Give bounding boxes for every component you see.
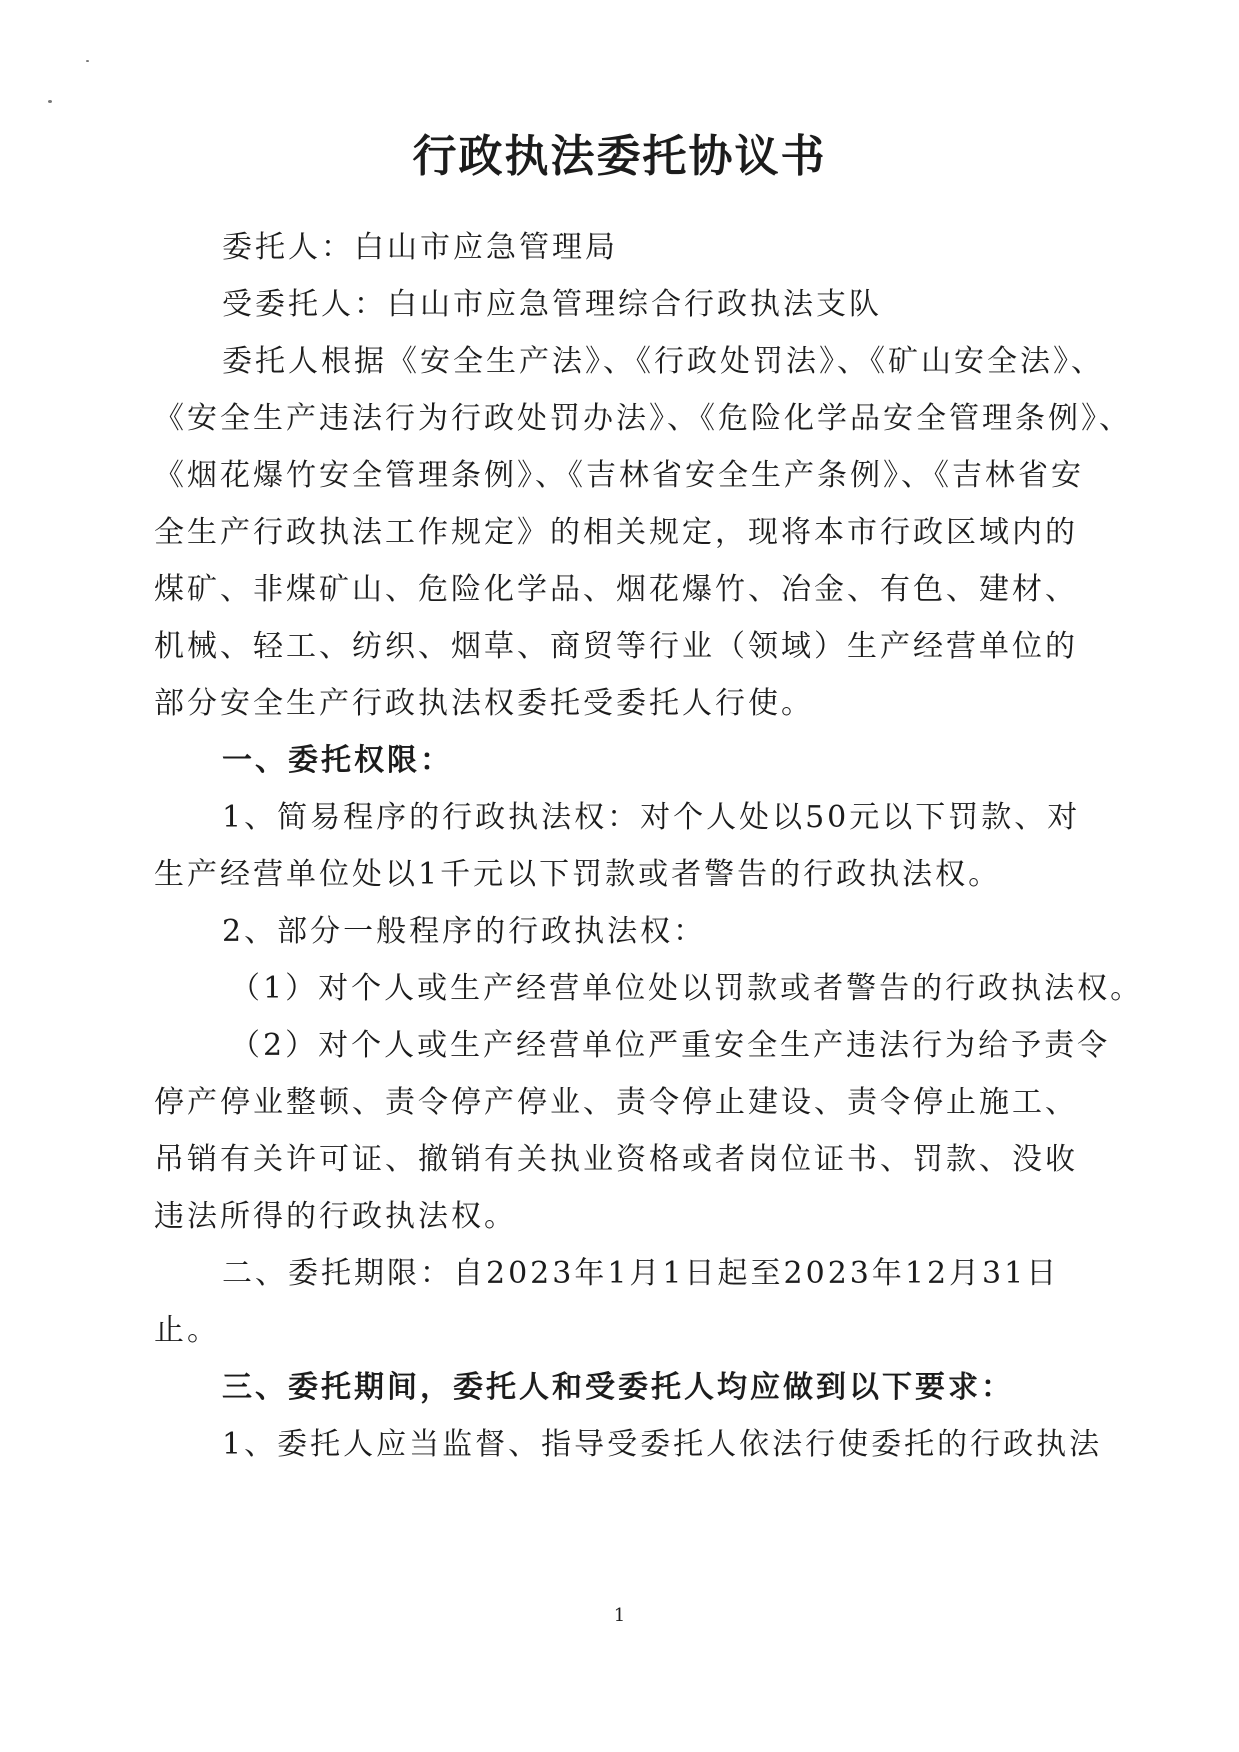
paragraph-line: 全生产行政执法工作规定》的相关规定，现将本市行政区域内的 [154, 515, 1078, 550]
paragraph-line: 煤矿、非煤矿山、危险化学品、烟花爆竹、冶金、有色、建材、 [154, 572, 1078, 607]
scan-speck [48, 100, 52, 103]
paragraph-line: 违法所得的行政执法权。 [154, 1199, 517, 1234]
paragraph-line: （2）对个人或生产经营单位严重安全生产违法行为给予责令 [230, 1028, 1111, 1063]
line-principal: 委托人：白山市应急管理局 [222, 230, 618, 265]
paragraph-line: 委托人根据《安全生产法》、《行政处罚法》、《矿山安全法》、 [222, 344, 1104, 379]
section-heading: 三、委托期间，委托人和受委托人均应做到以下要求： [222, 1370, 1014, 1405]
section-heading: 一、委托权限： [222, 743, 453, 778]
paragraph-line: （1）对个人或生产经营单位处以罚款或者警告的行政执法权。 [230, 971, 1144, 1006]
paragraph-line: 生产经营单位处以1千元以下罚款或者警告的行政执法权。 [154, 857, 1002, 892]
paragraph-line: 《安全生产违法行为行政处罚办法》、《危险化学品安全管理条例》、 [154, 401, 1132, 436]
paragraph-line: 止。 [154, 1313, 220, 1348]
section-heading: 二、委托期限：自2023年1月1日起至2023年12月31日 [222, 1256, 1060, 1291]
page-number: 1 [613, 1605, 626, 1626]
paragraph-line: 1、委托人应当监督、指导受委托人依法行使委托的行政执法 [222, 1427, 1103, 1462]
document-title: 行政执法委托协议书 [412, 131, 827, 182]
paragraph-line: 停产停业整顿、责令停产停业、责令停止建设、责令停止施工、 [154, 1085, 1078, 1120]
paragraph-line: 部分安全生产行政执法权委托受委托人行使。 [154, 686, 814, 721]
line-agent: 受委托人：白山市应急管理综合行政执法支队 [222, 287, 882, 322]
paragraph-line: 机械、轻工、纺织、烟草、商贸等行业（领域）生产经营单位的 [154, 629, 1078, 664]
scan-speck [86, 60, 89, 62]
paragraph-line: 吊销有关许可证、撤销有关执业资格或者岗位证书、罚款、没收 [154, 1142, 1078, 1177]
paragraph-line: 《烟花爆竹安全管理条例》、《吉林省安全生产条例》、《吉林省安 [154, 458, 1084, 493]
paragraph-line: 2、部分一般程序的行政执法权： [222, 914, 707, 949]
paragraph-line: 1、简易程序的行政执法权：对个人处以50元以下罚款、对 [222, 800, 1081, 835]
